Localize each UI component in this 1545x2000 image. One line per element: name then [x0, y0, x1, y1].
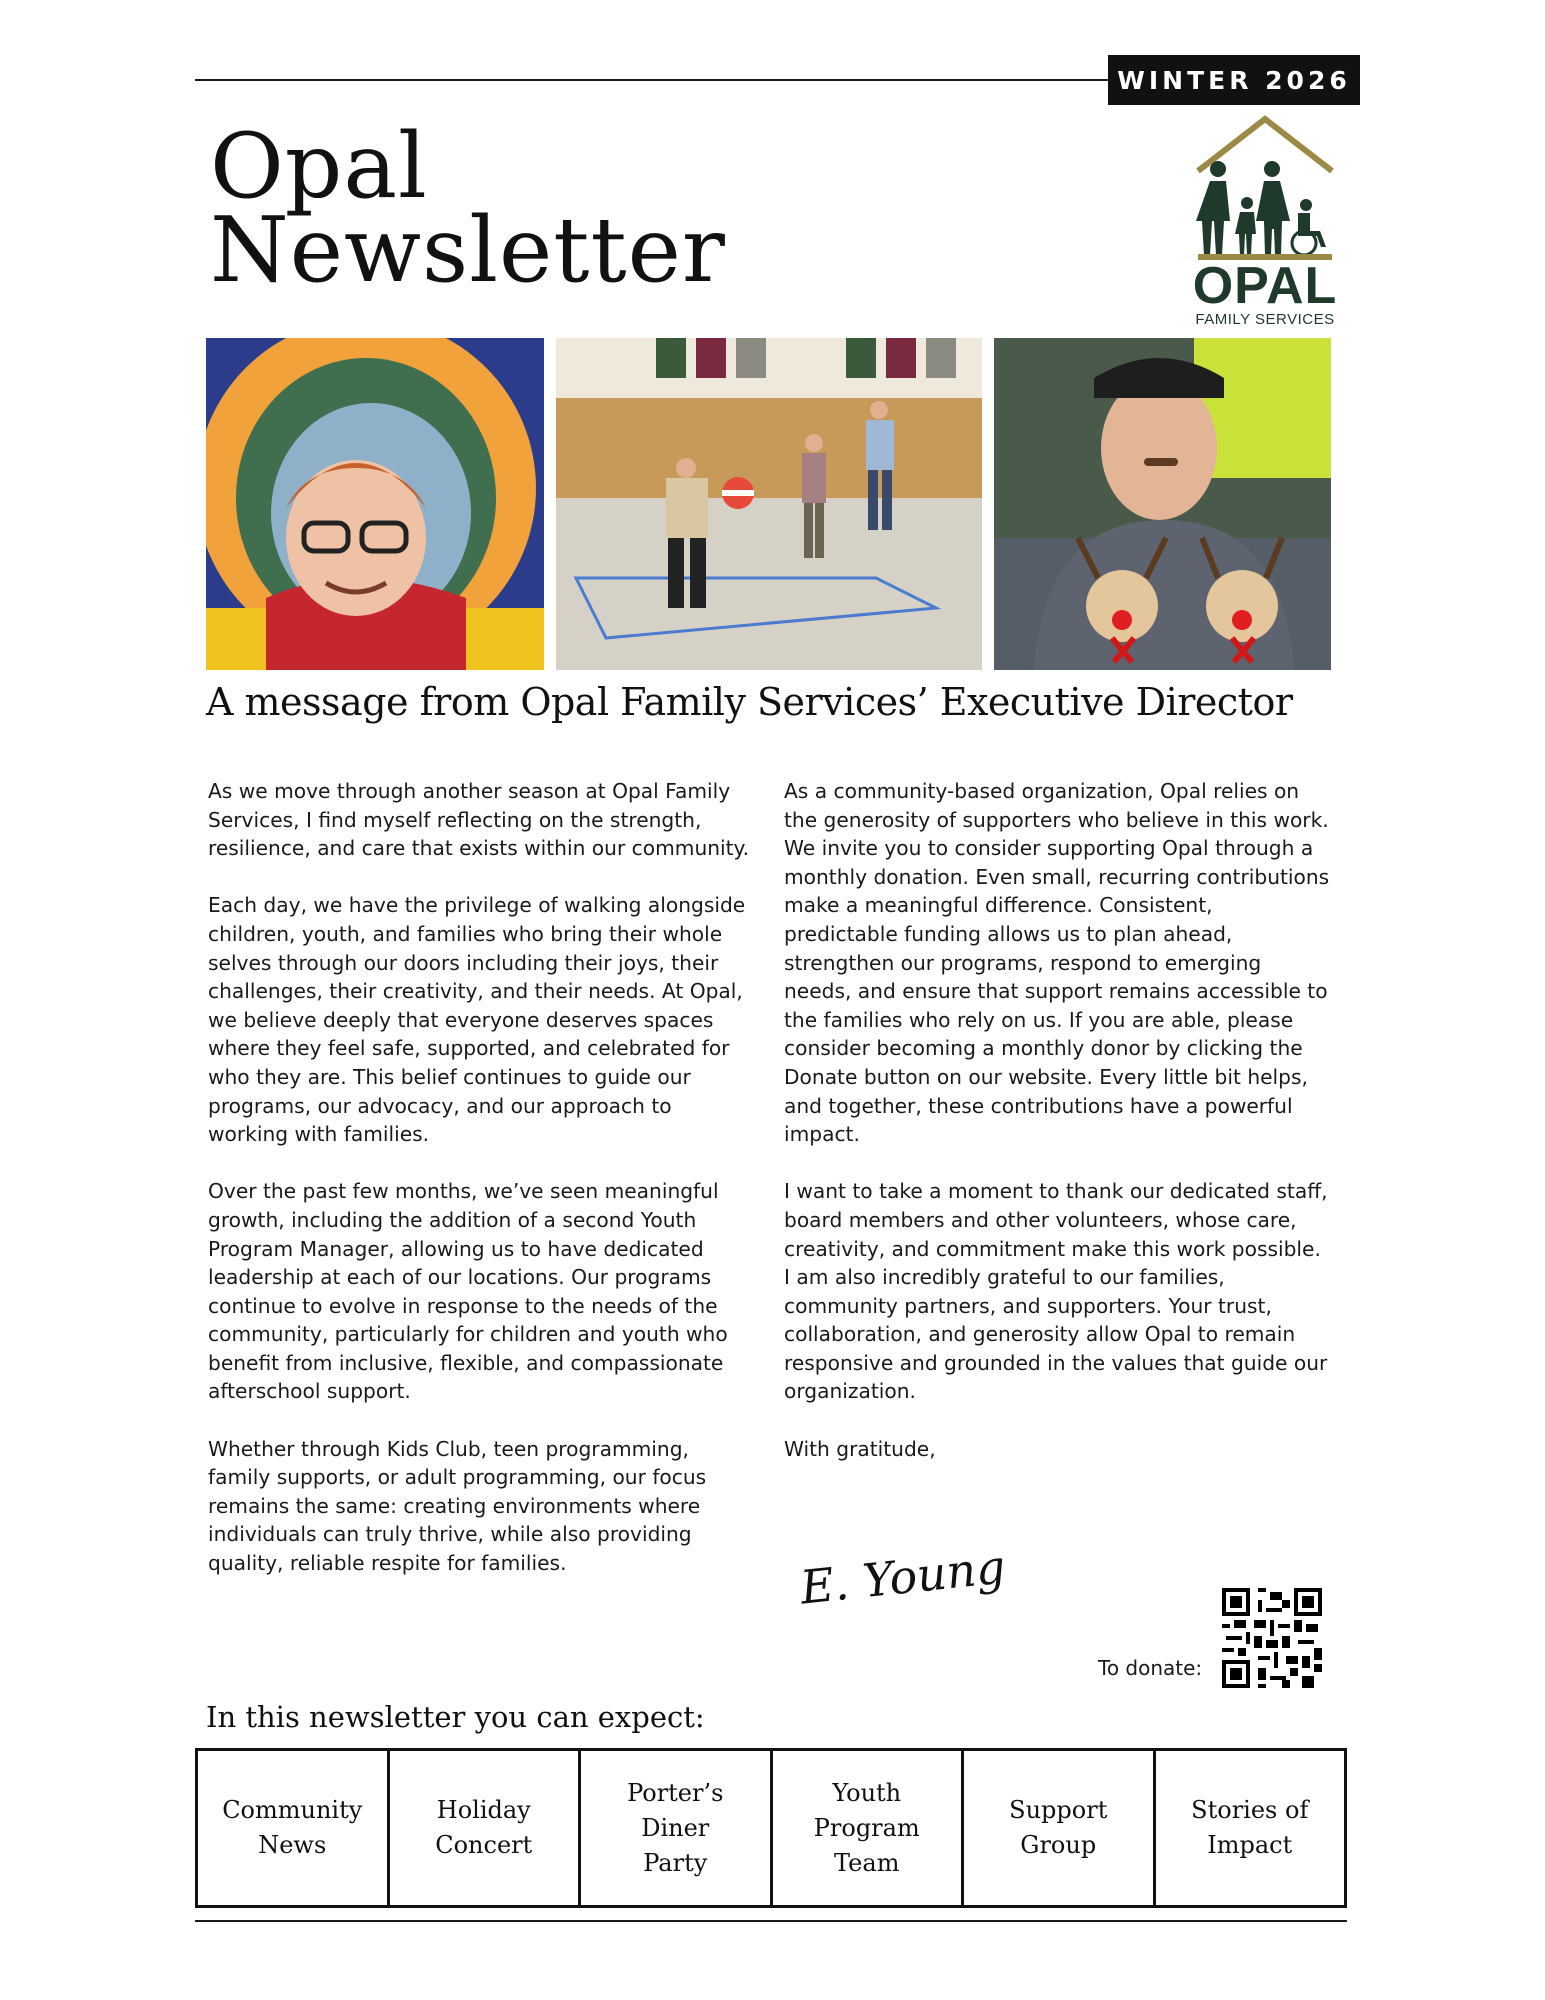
expect-heading: In this newsletter you can expect: — [206, 1700, 705, 1734]
photo-gym-ball — [556, 338, 982, 670]
topic-line: Team — [834, 1848, 900, 1877]
topic-line: Stories of — [1191, 1796, 1309, 1824]
topic-line: Porter’s — [627, 1778, 724, 1807]
topic-line: Program — [813, 1813, 920, 1842]
topic-line: Holiday — [436, 1796, 531, 1824]
message-paragraph: Each day, we have the privilege of walking alongside children, youth, and families who bring their whole selves through our doors including their joys, their challenges, their creativity, and their needs. At Opal, we believe deeply that everyone deserves spaces where they feel safe, supported, and celebrated for who they are. This belief continues to guide our programs, our advocacy, and our approach to working with families. — [208, 893, 746, 1147]
message-paragraph: Over the past few months, we’ve seen meaningful growth, including the addition of a second Youth Program Manager, allowing us to have dedicated leadership at each of our locations. Our programs continue to evolve in response to the needs of the community, particularly for children and youth who benefit from inclusive, flexible, and compassionate afterschool support. — [208, 1179, 728, 1404]
message-paragraph: Whether through Kids Club, teen programming, family supports, or adult programming, our focus remains the same: creating environments where individuals can truly thrive, while also providing quality, reliable respite for families. — [208, 1436, 707, 1576]
topic-cell — [581, 1751, 773, 1905]
message-paragraph: I want to take a moment to thank our dedicated staff, board members and other volunteers, whose care, creativity, and commitment make this work possible. I am also incredibly grateful to our families, community partners, and supporters. Your trust, collaboration, and generosity allow Opal to remain responsive and grounded in the values that guide our organization. — [784, 1179, 1328, 1404]
topics-table — [195, 1748, 1347, 1908]
message-paragraph: As we move through another season at Opal Family Services, I find myself reflecting on the strength, resilience, and care that exists within our community. — [208, 779, 750, 861]
title-line-1: Opal — [210, 114, 428, 219]
topic-cell — [964, 1751, 1156, 1905]
family-house-icon — [1190, 113, 1340, 263]
title-line-2: Newsletter — [210, 198, 726, 303]
topic-cell — [1156, 1751, 1345, 1905]
donate-qr-code[interactable] — [1222, 1588, 1322, 1688]
topic-cell — [390, 1751, 582, 1905]
director-signature: E. Young — [797, 1539, 1008, 1615]
topic-line: Community — [222, 1796, 363, 1824]
topic-line: Concert — [435, 1831, 533, 1859]
message-left-column — [208, 777, 753, 1606]
topic-line: Youth — [832, 1778, 902, 1807]
message-headline: A message from Opal Family Services’ Executive Director — [206, 680, 1293, 724]
logo-name: OPAL — [1192, 257, 1338, 315]
topic-line: Group — [1020, 1831, 1097, 1859]
topic-cell — [773, 1751, 965, 1905]
topic-line: Impact — [1207, 1831, 1293, 1859]
season-tag: WINTER 2026 — [1108, 55, 1360, 105]
topic-cell — [198, 1751, 390, 1905]
logo-subtitle: FAMILY SERVICES — [1195, 311, 1335, 328]
newsletter-title — [210, 114, 726, 303]
topic-line: Party — [643, 1848, 708, 1877]
donate-label: To donate: — [1098, 1656, 1203, 1680]
message-paragraph: As a community-based organization, Opal relies on the generosity of supporters who believe in this work. We invite you to consider supporting Opal through a monthly donation. Even small, recurring contributions make a meaningful difference. Consistent, predictable funding allows us to plan ahead, strengthen our programs, respond to emerging needs, and ensure that support remains accessible to the families who rely on us. If you are able, please consider becoming a monthly donor by clicking the Donate button on our website. Every little bit helps, and together, these contributions have a powerful impact. — [784, 779, 1330, 1147]
topic-line: Support — [1009, 1796, 1108, 1824]
message-closing: With gratitude, — [784, 1436, 936, 1461]
topic-line: Diner — [641, 1813, 710, 1842]
opal-logo — [1190, 113, 1340, 328]
topic-line: News — [258, 1831, 327, 1859]
photo-child-tunnel — [206, 338, 544, 670]
header-rule — [195, 79, 1110, 81]
photo-reindeer-craft — [994, 338, 1331, 670]
message-right-column — [784, 777, 1332, 1492]
footer-rule — [195, 1920, 1347, 1922]
